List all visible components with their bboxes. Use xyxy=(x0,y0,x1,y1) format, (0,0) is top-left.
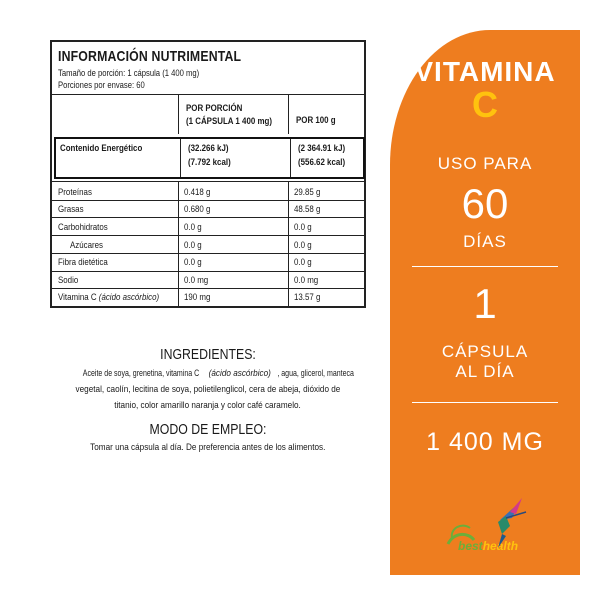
nutrition-facts-table xyxy=(50,40,366,308)
brand-name: besthealth xyxy=(458,539,519,553)
row-label: Proteínas xyxy=(58,187,92,197)
energy-label: Contenido Energético xyxy=(60,143,143,153)
row-serving: 0.418 g xyxy=(184,187,211,197)
ingredients-text: Aceite de soya, grenetina, vitamina C(ácido ascórbico) , agua, glicerol, manteca vegetal, caolín, lecitina de soya, polietilenglicol, cera de abeja, dióxido de titanio, color amarillo naranja y color café caramelo. xyxy=(75,368,354,411)
energy-per100-kcal: (556.62 kcal) xyxy=(298,157,346,167)
capsule-line1: CÁPSULA xyxy=(441,342,529,361)
usage-text: Tomar una cápsula al día. De preferencia antes de los alimentos. xyxy=(90,442,326,453)
column-header-per-100g: POR 100 g xyxy=(296,115,336,125)
row-per100: 0.0 g xyxy=(294,240,312,250)
row-per100: 0.0 mg xyxy=(294,275,319,285)
row-label: Fibra dietética xyxy=(58,257,108,267)
row-serving: 0.680 g xyxy=(184,204,211,214)
vitamin-title: VITAMINA xyxy=(414,56,556,87)
row-per100: 13.57 g xyxy=(294,292,321,302)
energy-serving-kcal: (7.792 kcal) xyxy=(188,157,231,167)
ingredients-title: INGREDIENTES: xyxy=(160,346,256,363)
panel-divider xyxy=(412,266,558,267)
column-divider xyxy=(178,94,179,134)
energy-serving-kj: (32.266 kJ) xyxy=(188,143,229,153)
row-serving: 0.0 mg xyxy=(184,275,209,285)
brand-logo xyxy=(440,492,540,562)
energy-row xyxy=(54,137,365,179)
row-serving: 190 mg xyxy=(184,292,211,302)
row-per100: 29.85 g xyxy=(294,187,321,197)
uso-para-label: USO PARA xyxy=(437,154,533,173)
row-per100: 0.0 g xyxy=(294,222,312,232)
vitamin-letter: C xyxy=(472,84,498,125)
row-serving: 0.0 g xyxy=(184,240,202,250)
table-divider xyxy=(52,94,364,95)
row-label: Carbohidratos xyxy=(58,222,108,232)
column-divider xyxy=(288,94,289,134)
panel-divider xyxy=(412,402,558,403)
usage-title: MODO DE EMPLEO: xyxy=(149,421,267,438)
row-per100: 48.58 g xyxy=(294,204,321,214)
energy-per100-kj: (2 364.91 kJ) xyxy=(298,143,346,153)
column-header-per-serving: POR PORCIÓN (1 CÁPSULA 1 400 mg) xyxy=(186,103,272,126)
row-per100: 0.0 g xyxy=(294,257,312,267)
product-panel xyxy=(390,30,580,575)
capsule-line2: AL DÍA xyxy=(455,362,515,381)
dose-amount: 1 400 MG xyxy=(426,428,544,456)
row-label: Sodio xyxy=(58,275,79,285)
days-label: DÍAS xyxy=(463,232,507,251)
row-label: Vitamina C (ácido ascórbico) xyxy=(58,292,160,302)
row-label: Azúcares xyxy=(70,240,104,250)
row-serving: 0.0 g xyxy=(184,257,202,267)
days-number: 60 xyxy=(461,180,509,227)
capsule-number: 1 xyxy=(473,280,497,327)
serving-size: Tamaño de porción: 1 cápsula (1 400 mg) xyxy=(58,68,200,78)
row-label: Grasas xyxy=(58,204,84,214)
servings-per-container: Porciones por envase: 60 xyxy=(58,80,145,90)
nutrition-title: INFORMACIÓN NUTRIMENTAL xyxy=(58,48,242,65)
row-serving: 0.0 g xyxy=(184,222,202,232)
